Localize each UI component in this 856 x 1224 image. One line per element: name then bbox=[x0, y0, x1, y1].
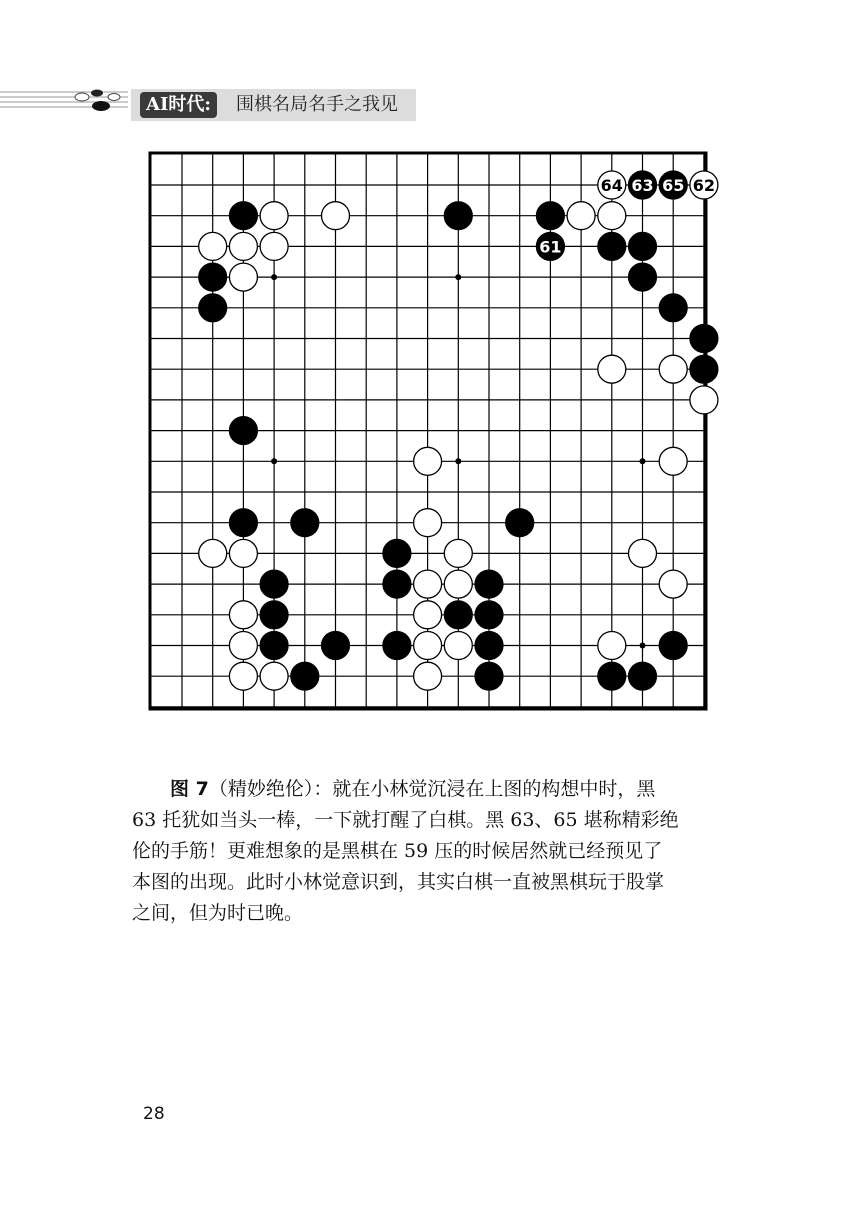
black-stone bbox=[383, 632, 411, 660]
black-stone bbox=[291, 509, 319, 537]
black-stone bbox=[291, 662, 319, 690]
black-stone bbox=[506, 509, 534, 537]
white-stone bbox=[414, 601, 442, 629]
star-point bbox=[271, 274, 277, 280]
caption-line: 伦的手筋！更难想象的是黑棋在 59 压的时候居然就已经预见了 bbox=[132, 840, 663, 862]
star-point bbox=[455, 274, 461, 280]
caption-line: 63 托犹如当头一棒，一下就打醒了白棋。黑 63、65 堪称精彩绝 bbox=[132, 809, 679, 831]
book-title: 围棋名局名手之我见 bbox=[236, 94, 398, 115]
black-stone bbox=[444, 601, 472, 629]
black-stone bbox=[229, 509, 257, 537]
move-number-label: 62 bbox=[692, 176, 716, 195]
white-stone bbox=[444, 570, 472, 598]
black-stone bbox=[690, 325, 718, 353]
black-stone bbox=[199, 294, 227, 322]
black-stone bbox=[536, 202, 564, 230]
white-stone bbox=[414, 662, 442, 690]
black-stone bbox=[475, 632, 503, 660]
white-stone bbox=[659, 570, 687, 598]
white-stone bbox=[629, 539, 657, 567]
figure-caption bbox=[132, 774, 726, 929]
black-stone bbox=[260, 570, 288, 598]
white-stone bbox=[414, 632, 442, 660]
go-stones-icon bbox=[75, 90, 120, 112]
white-stone bbox=[229, 632, 257, 660]
move-number-label: 65 bbox=[662, 176, 685, 195]
header-decoration bbox=[0, 88, 150, 118]
white-stone bbox=[659, 355, 687, 383]
black-stone bbox=[383, 539, 411, 567]
star-point bbox=[640, 643, 646, 649]
white-stone bbox=[444, 539, 472, 567]
go-board-diagram bbox=[148, 151, 716, 711]
black-stone bbox=[475, 570, 503, 598]
white-stone bbox=[229, 232, 257, 260]
black-stone bbox=[598, 232, 626, 260]
black-stone bbox=[383, 570, 411, 598]
black-stone bbox=[260, 601, 288, 629]
white-stone bbox=[598, 202, 626, 230]
star-point bbox=[271, 458, 277, 464]
star-point bbox=[640, 458, 646, 464]
black-stone bbox=[260, 632, 288, 660]
white-stone bbox=[444, 632, 472, 660]
black-stone bbox=[229, 417, 257, 445]
black-stone bbox=[322, 632, 350, 660]
white-stone bbox=[598, 632, 626, 660]
white-stone bbox=[229, 263, 257, 291]
caption-line: 本图的出现。此时小林觉意识到，其实白棋一直被黑棋玩于股掌 bbox=[132, 871, 665, 893]
white-stone bbox=[199, 539, 227, 567]
white-stone bbox=[322, 202, 350, 230]
caption-line: 之间，但为时已晚。 bbox=[132, 902, 304, 924]
white-stone bbox=[659, 447, 687, 475]
black-stone bbox=[598, 662, 626, 690]
white-stone bbox=[690, 386, 718, 414]
move-number-label: 63 bbox=[631, 176, 654, 195]
white-stone bbox=[260, 662, 288, 690]
black-stone bbox=[475, 601, 503, 629]
white-stone bbox=[414, 447, 442, 475]
move-number-label: 61 bbox=[539, 237, 562, 257]
black-stone bbox=[629, 232, 657, 260]
black-stone bbox=[659, 632, 687, 660]
white-stone bbox=[598, 355, 626, 383]
white-stone bbox=[414, 509, 442, 537]
black-stone bbox=[199, 263, 227, 291]
black-stone bbox=[444, 202, 472, 230]
series-label: AI时代: bbox=[140, 92, 217, 118]
black-stone bbox=[629, 263, 657, 291]
figure-label: 图 7 bbox=[170, 778, 209, 800]
star-point bbox=[455, 458, 461, 464]
white-stone bbox=[414, 570, 442, 598]
move-number-label: 64 bbox=[600, 176, 623, 195]
white-stone bbox=[567, 202, 595, 230]
white-stone bbox=[229, 662, 257, 690]
black-stone bbox=[690, 355, 718, 383]
black-stone bbox=[659, 294, 687, 322]
white-stone bbox=[260, 232, 288, 260]
black-stone bbox=[629, 662, 657, 690]
white-stone bbox=[199, 232, 227, 260]
white-stone bbox=[229, 539, 257, 567]
black-stone bbox=[475, 662, 503, 690]
white-stone bbox=[260, 202, 288, 230]
page-number: 28 bbox=[143, 1104, 165, 1124]
black-stone bbox=[229, 202, 257, 230]
caption-line: 图 7（精妙绝伦）：就在小林觉沉浸在上图的构想中时，黑 bbox=[170, 778, 656, 800]
white-stone bbox=[229, 601, 257, 629]
